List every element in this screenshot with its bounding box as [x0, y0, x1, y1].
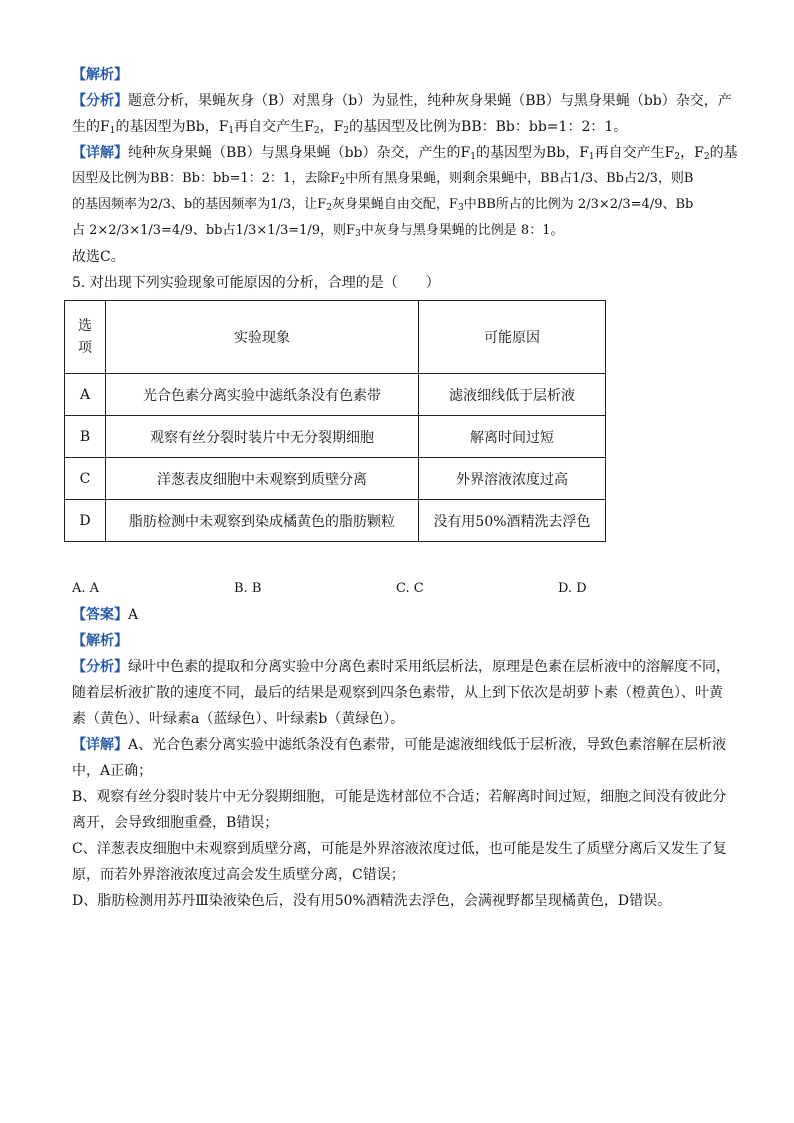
row-phenomenon: 光合色素分离实验中滤纸条没有色素带: [106, 374, 419, 416]
xiangjie-line-1: 【详解】纯种灰身果蝇（BB）与黑身果蝇（bb）杂交，产生的$F_1$的基因型为Bb，$F_1$再自交产生$F_2$，$F_2$的基: [72, 145, 738, 162]
row-phenomenon: 观察有丝分裂时装片中无分裂期细胞: [106, 416, 419, 458]
row-option: C: [65, 458, 106, 500]
row-cause: 解离时间过短: [419, 416, 606, 458]
answer-xiangjie-line-5: C、洋葱表皮细胞中未观察到质壁分离，可能是外界溶液浓度过低，也可能是发生了质壁分离后又发生了复: [72, 841, 727, 857]
row-option: D: [65, 500, 106, 542]
document-page: [72, 62, 738, 914]
answer-xiangjie-line-2: 中，A正确；: [72, 763, 153, 779]
header-phenomenon: 实验现象: [106, 301, 419, 374]
options-table: [64, 300, 606, 542]
row-phenomenon: 脂肪检测中未观察到染成橘黄色的脂肪颗粒: [106, 500, 419, 542]
xiangjie-line-2: 因型及比例为BB：Bb：bb=1：2：1，去除$F_2$中所有黑身果蝇，则剩余果蝇中，BB占1/3、Bb占2/3，则B: [72, 171, 694, 187]
xiangjie-line-4: 占 2×2/3×1/3=4/9、bb占1/3×1/3=1/9，则$F_3$中灰身与黑身果蝇的比例是 8：1。: [72, 223, 564, 239]
answer-fenxi-line-1: 【分析】绿叶中色素的提取和分离实验中分离色素时采用纸层析法，原理是色素在层析液中的溶解度不同，: [72, 659, 730, 675]
choice-a: A. A: [72, 581, 100, 596]
header-option: 选 项: [65, 301, 106, 374]
answer-fenxi-line-2: 随着层析液扩散的速度不同，最后的结果是观察到四条色素带，从上到下依次是胡萝卜素（橙黄色）、叶黄: [72, 685, 723, 701]
row-cause: 外界溶液浓度过高: [419, 458, 606, 500]
table-row: [65, 374, 606, 416]
table-header-row: [65, 301, 606, 374]
choice-d: D. D: [558, 581, 587, 596]
table-row: [65, 458, 606, 500]
row-option: B: [65, 416, 106, 458]
row-option: A: [65, 374, 106, 416]
fenxi-line-1: 【分析】题意分析，果蝇灰身（B）对黑身（b）为显性，纯种灰身果蝇（BB）与黑身果蝇（bb）杂交，产: [72, 93, 732, 109]
answer-xiangjie-line-4: 离开，会导致细胞重叠，B错误；: [72, 815, 279, 831]
answer-choices: [72, 576, 732, 602]
jiexi-heading-2: 【解析】: [72, 633, 128, 649]
row-cause: 滤液细线低于层析液: [419, 374, 606, 416]
fenxi-line-2: 生的$F_1$的基因型为Bb，$F_1$再自交产生$F_2$，$F_2$的基因型及比例为BB：Bb：bb=1：2：1。: [72, 119, 628, 136]
jiexi-heading-1: 【解析】: [72, 67, 128, 83]
table-row: [65, 500, 606, 542]
answer-line: 【答案】A: [72, 607, 139, 623]
choice-c: C. C: [396, 581, 424, 596]
row-cause: 没有用50%酒精洗去浮色: [419, 500, 606, 542]
header-cause: 可能原因: [419, 301, 606, 374]
answer-fenxi-line-3: 素（黄色）、叶绿素a（蓝绿色）、叶绿素b（黄绿色）。: [72, 711, 405, 727]
answer-xiangjie-line-6: 原，而若外界溶液浓度过高会发生质壁分离，C错误；: [72, 867, 405, 883]
row-phenomenon: 洋葱表皮细胞中未观察到质壁分离: [106, 458, 419, 500]
answer-xiangjie-line-7: D、脂肪检测用苏丹Ⅲ染液染色后，没有用50%酒精洗去浮色，会满视野都呈现橘黄色，D错误。: [72, 893, 672, 909]
xiangjie-line-3: 的基因频率为2/3、b的基因频率为1/3，让$F_2$灰身果蝇自由交配，$F_3$中BB所占的比例为 2/3×2/3=4/9、Bb: [72, 197, 694, 213]
table-row: [65, 416, 606, 458]
answer-xiangjie-line-3: B、观察有丝分裂时装片中无分裂期细胞，可能是选材部位不合适；若解离时间过短，细胞之间没有彼此分: [72, 789, 727, 805]
answer-xiangjie-line-1: 【详解】A、光合色素分离实验中滤纸条没有色素带，可能是滤液细线低于层析液，导致色素溶解在层析液: [72, 737, 727, 753]
conclusion: 故选C。: [72, 249, 125, 265]
question-stem: 5. 对出现下列实验现象可能原因的分析，合理的是（ ）: [72, 275, 440, 291]
choice-b: B. B: [234, 581, 262, 596]
